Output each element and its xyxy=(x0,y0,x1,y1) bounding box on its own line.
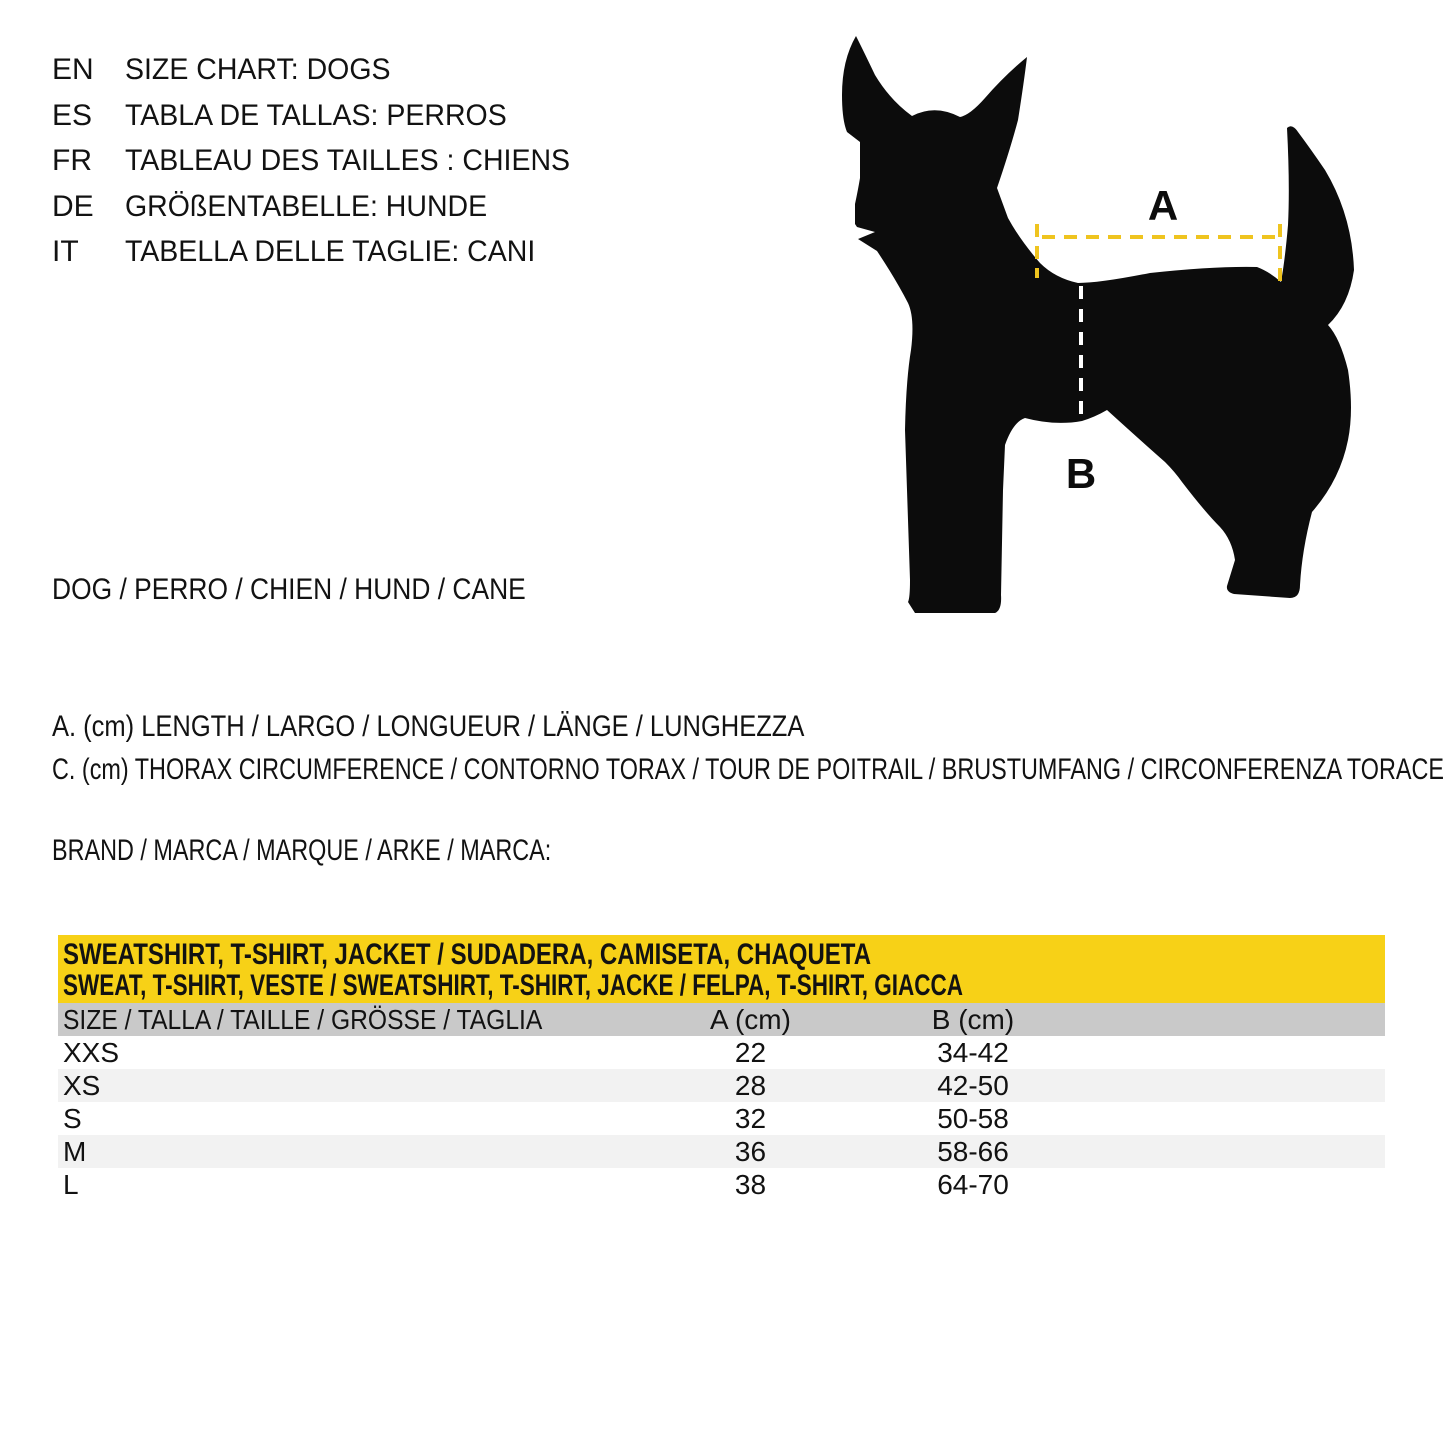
diagram-label-a: A xyxy=(1147,182,1179,229)
lang-row-it xyxy=(52,229,594,275)
column-header-b-cm: B (cm) xyxy=(931,1004,1015,1035)
table-row-m xyxy=(58,1135,1385,1168)
diagram-label-b: B xyxy=(1065,450,1097,497)
column-header-size: SIZE / TALLA / TAILLE / GRÖSSE / TAGLIA xyxy=(63,1004,543,1035)
size-table xyxy=(58,935,1385,1201)
lang-code: ES xyxy=(52,98,93,132)
column-header-a-cm: A (cm) xyxy=(710,1004,791,1035)
size-table-header xyxy=(58,935,1385,1003)
brand-label: BRAND / MARCA / MARQUE / ARKE / MARCA: xyxy=(52,834,552,867)
cell-size: XS xyxy=(63,1070,101,1101)
cell-b: 64-70 xyxy=(937,1169,1009,1200)
table-row-l xyxy=(58,1168,1385,1201)
size-table-header-line1: SWEATSHIRT, T-SHIRT, JACKET / SUDADERA, CAMISETA, CHAQUETA xyxy=(63,938,872,971)
cell-a: 28 xyxy=(734,1070,767,1101)
cell-size: XXS xyxy=(63,1037,120,1068)
lang-row-fr xyxy=(52,138,594,184)
lang-title: TABELLA DELLE TAGLIE: CANI xyxy=(125,235,536,268)
size-table-column-header xyxy=(58,1003,1385,1036)
lang-title: GRÖßENTABELLE: HUNDE xyxy=(125,189,488,223)
measurement-line-a: A. (cm) LENGTH / LARGO / LONGUEUR / LÄNGE / LUNGHEZZA xyxy=(52,710,805,743)
cell-size: L xyxy=(63,1169,79,1200)
cell-b: 58-66 xyxy=(937,1136,1009,1167)
cell-a: 22 xyxy=(734,1037,767,1068)
lang-title: TABLEAU DES TAILLES : CHIENS xyxy=(125,144,571,177)
cell-size: M xyxy=(63,1136,87,1167)
dog-measurement-diagram xyxy=(820,20,1445,640)
cell-a: 38 xyxy=(734,1169,767,1200)
lang-row-en xyxy=(52,47,594,93)
cell-a: 32 xyxy=(734,1103,767,1134)
lang-row-es xyxy=(52,93,594,139)
cell-a: 36 xyxy=(734,1136,767,1167)
lang-code: DE xyxy=(52,189,94,223)
lang-row-de xyxy=(52,184,594,230)
table-row-xxs xyxy=(58,1036,1385,1069)
column-header-filler xyxy=(1088,1003,1385,1036)
animal-label: DOG / PERRO / CHIEN / HUND / CANE xyxy=(52,573,526,606)
language-legend xyxy=(52,47,594,275)
cell-size: S xyxy=(63,1103,82,1134)
lang-code: EN xyxy=(52,53,94,86)
table-row-xs xyxy=(58,1069,1385,1102)
lang-code: IT xyxy=(52,235,79,268)
size-table-header-line2: SWEAT, T-SHIRT, VESTE / SWEATSHIRT, T-SHIRT, JACKE / FELPA, T-SHIRT, GIACCA xyxy=(63,969,964,1002)
lang-code: FR xyxy=(52,144,92,177)
cell-b: 42-50 xyxy=(937,1070,1009,1101)
cell-b: 34-42 xyxy=(937,1037,1009,1068)
lang-title: SIZE CHART: DOGS xyxy=(125,53,391,86)
dog-silhouette-icon xyxy=(842,36,1354,613)
lang-title: TABLA DE TALLAS: PERROS xyxy=(125,98,507,132)
size-table-body xyxy=(58,1036,1385,1201)
measurement-line-c: C. (cm) THORAX CIRCUMFERENCE / CONTORNO TORAX / TOUR DE POITRAIL / BRUSTUMFANG / CIRCONFERENZA TORACE xyxy=(52,753,1445,786)
table-row-s xyxy=(58,1102,1385,1135)
cell-b: 50-58 xyxy=(937,1103,1009,1134)
